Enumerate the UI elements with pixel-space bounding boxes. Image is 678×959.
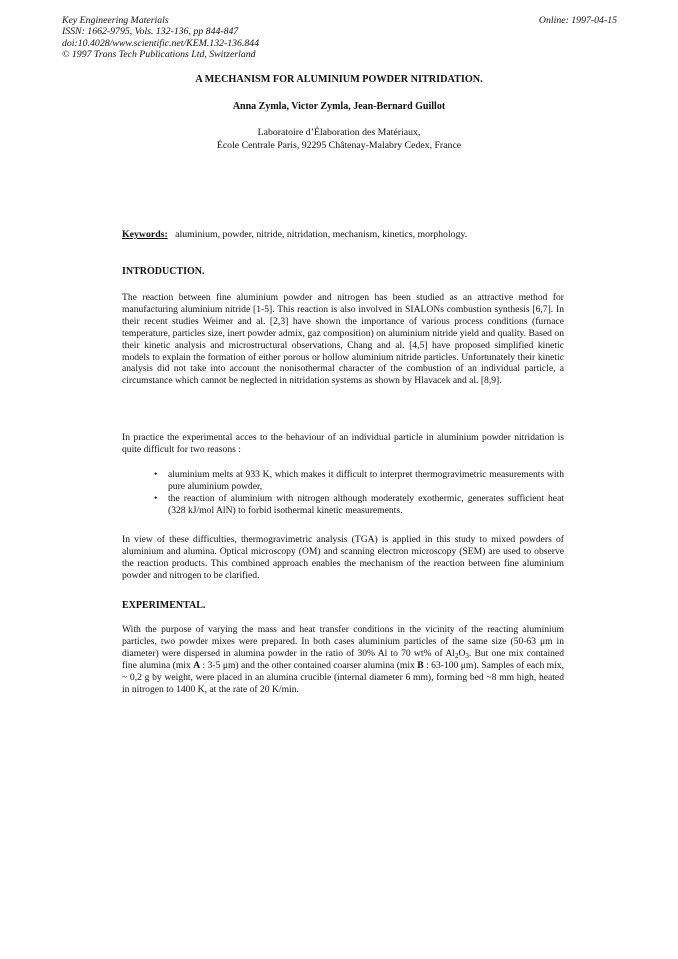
page-header [62, 15, 617, 61]
mix-b-label: B [417, 659, 424, 671]
experimental-text-a: With the purpose of varying the mass and heat transfer conditions in the vicinity of the reacting aluminium particles, two powder mixes were prepared. In both cases aluminium particles of the same size (50-63 μm in diameter) were dispersed in alumina powder in the ratio of 30% Al to 70 wt% of Al [122, 624, 564, 659]
experimental-text-b: . But one mix contained fine alumina (mix [122, 647, 564, 671]
doi-line: doi:10.4028/www.scientific.net/KEM.132-136.844 [62, 37, 260, 49]
bullet-text: the reaction of aluminium with nitrogen although moderately exothermic, generates sufficient heat (328 kJ/mol AlN) to forbid isothermal kinetic measurements. [168, 492, 564, 516]
intro-paragraph-1: The reaction between fine aluminium powder and nitrogen has been studied as an attractive method for manufacturing aluminium nitride [1-5]. This reaction is also involved in SIALONs combustion synthesis [6,7]. In their recent studies Weimer and al. [2,3] have shown the importance of various process conditions (furnace temperature, particles size, inert powder admix, gaz composition) on aluminium nitride yield and quality. Based on their kinetic analysis and microstructural observations, Chang and al. [4,5] have proposed simplified kinetic models to explain the formation of either porous or hollow aluminium nitride particles. Unfortunately their kinetic analysis did not take into account the nonisothermal character of the combustion of an individual particle, a circumstance which cannot be neglected in nitridation systems as shown by Hlavacek and al. [8,9]. [122, 292, 564, 387]
journal-name: Key Engineering Materials [62, 15, 169, 26]
paper-title: A MECHANISM FOR ALUMINIUM POWDER NITRIDATION. [195, 74, 483, 85]
intro-paragraph-2: In practice the experimental acces to the behaviour of an individual particle in aluminium powder nitridation is quite difficult for two reasons : [122, 432, 564, 455]
affiliation [0, 126, 678, 152]
intro-paragraph-3: In view of these difficulties, thermogravimetric analysis (TGA) is applied in this study to mixed powders of aluminium and alumina. Optical microscopy (OM) and scanning electron microscopy (SEM) are used to observe the reaction products. This combined approach enables the mechanism of the reaction between fine aluminium powder and nitrogen to be clarified. [122, 534, 564, 581]
bullet-icon: • [154, 469, 158, 480]
copyright-line: © 1997 Trans Tech Publications Ltd, Switzerland [62, 49, 256, 61]
section-heading-introduction: INTRODUCTION. [122, 266, 205, 277]
experimental-text-c: : 3-5 μm) and the other contained coarser alumina (mix [200, 659, 418, 671]
oxygen-symbol: O [458, 647, 466, 659]
mix-a-label: A [193, 659, 201, 671]
subscript-3: 3 [465, 651, 469, 660]
bullet-text: aluminium melts at 933 K, which makes it difficult to interpret thermogravimetric measurements with pure aluminium powder, [168, 469, 564, 492]
section-heading-experimental: EXPERIMENTAL. [122, 600, 206, 611]
intro-bullet-list [154, 469, 564, 517]
experimental-paragraph-1 [122, 624, 564, 695]
online-date: Online: 1997-04-15 [538, 15, 617, 26]
keywords [122, 229, 467, 240]
subscript-2: 2 [454, 651, 459, 660]
issn-line: ISSN: 1662-9795, Vols. 132-136, pp 844-847 [62, 26, 239, 38]
affiliation-line-1: Laboratoire d’Élaboration des Matériaux, [257, 127, 421, 138]
list-item [154, 493, 564, 517]
list-item [154, 469, 564, 493]
keywords-label: Keywords: [122, 229, 168, 240]
experimental-text-d: : 63-100 μm). Samples of each mix, ~ 0,2 g by weight, were placed in an alumina crucible (internal diameter 6 mm), forming bed ~8 mm high, heated in nitrogen to 1400 K, at the rate of 20 K/min. [122, 659, 564, 695]
keywords-text: aluminium, powder, nitride, nitridation, mechanism, kinetics, morphology. [175, 229, 468, 240]
affiliation-line-2: École Centrale Paris, 92295 Châtenay-Malabry Cedex, France [216, 140, 462, 151]
bullet-icon: • [154, 492, 158, 504]
author-list: Anna Zymla, Victor Zymla, Jean-Bernard Guillot [232, 101, 446, 112]
